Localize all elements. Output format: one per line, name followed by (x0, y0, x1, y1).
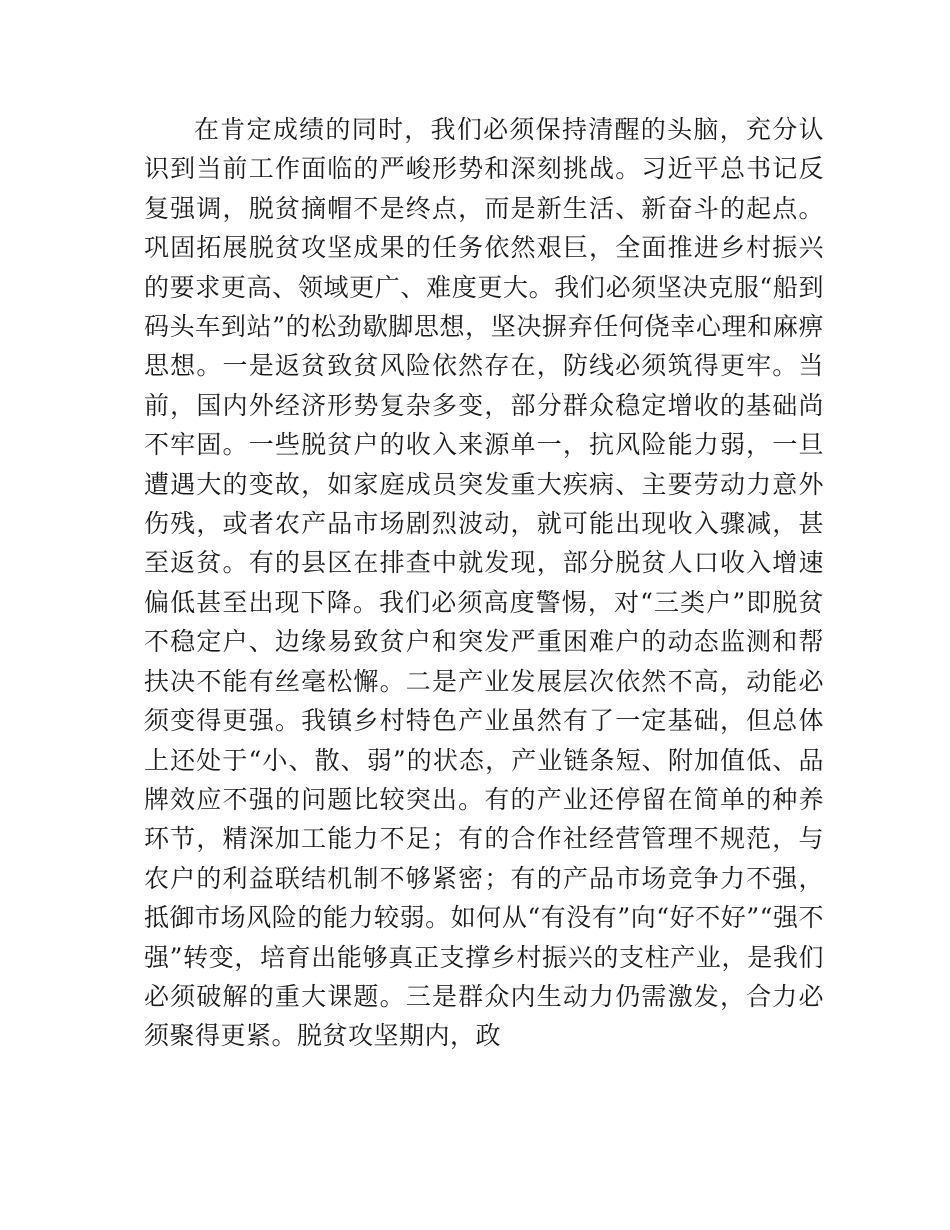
body-paragraph: 在肯定成绩的同时，我们必须保持清醒的头脑，充分认识到当前工作面临的严峻形势和深刻挑战。习近平总书记反复强调，脱贫摘帽不是终点，而是新生活、新奋斗的起点。巩固拓展脱贫攻坚成果的任务依然艰巨，全面推进乡村振兴的要求更高、领域更广、难度更大。我们必须坚决克服“船到码头车到站”的松劲歇脚思想，坚决摒弃任何侥幸心理和麻痹思想。一是返贫致贫风险依然存在，防线必须筑得更牢。当前，国内外经济形势复杂多变，部分群众稳定增收的基础尚不牢固。一些脱贫户的收入来源单一，抗风险能力弱，一旦遭遇大的变故，如家庭成员突发重大疾病、主要劳动力意外伤残，或者农产品市场剧烈波动，就可能出现收入骤减，甚至返贫。有的县区在排查中就发现，部分脱贫人口收入增速偏低甚至出现下降。我们必须高度警惕，对“三类户”即脱贫不稳定户、边缘易致贫户和突发严重困难户的动态监测和帮扶决不能有丝毫松懈。二是产业发展层次依然不高，动能必须变得更强。我镇乡村特色产业虽然有了一定基础，但总体上还处于“小、散、弱”的状态，产业链条短、附加值低、品牌效应不强的问题比较突出。有的产业还停留在简单的种养环节，精深加工能力不足；有的合作社经营管理不规范，与农户的利益联结机制不够紧密；有的产品市场竞争力不强，抵御市场风险的能力较弱。如何从“有没有”向“好不好”“强不强”转变，培育出能够真正支撑乡村振兴的支柱产业，是我们必须破解的重大课题。三是群众内生动力仍需激发，合力必须聚得更紧。脱贫攻坚期内，政 (144, 115, 824, 1051)
